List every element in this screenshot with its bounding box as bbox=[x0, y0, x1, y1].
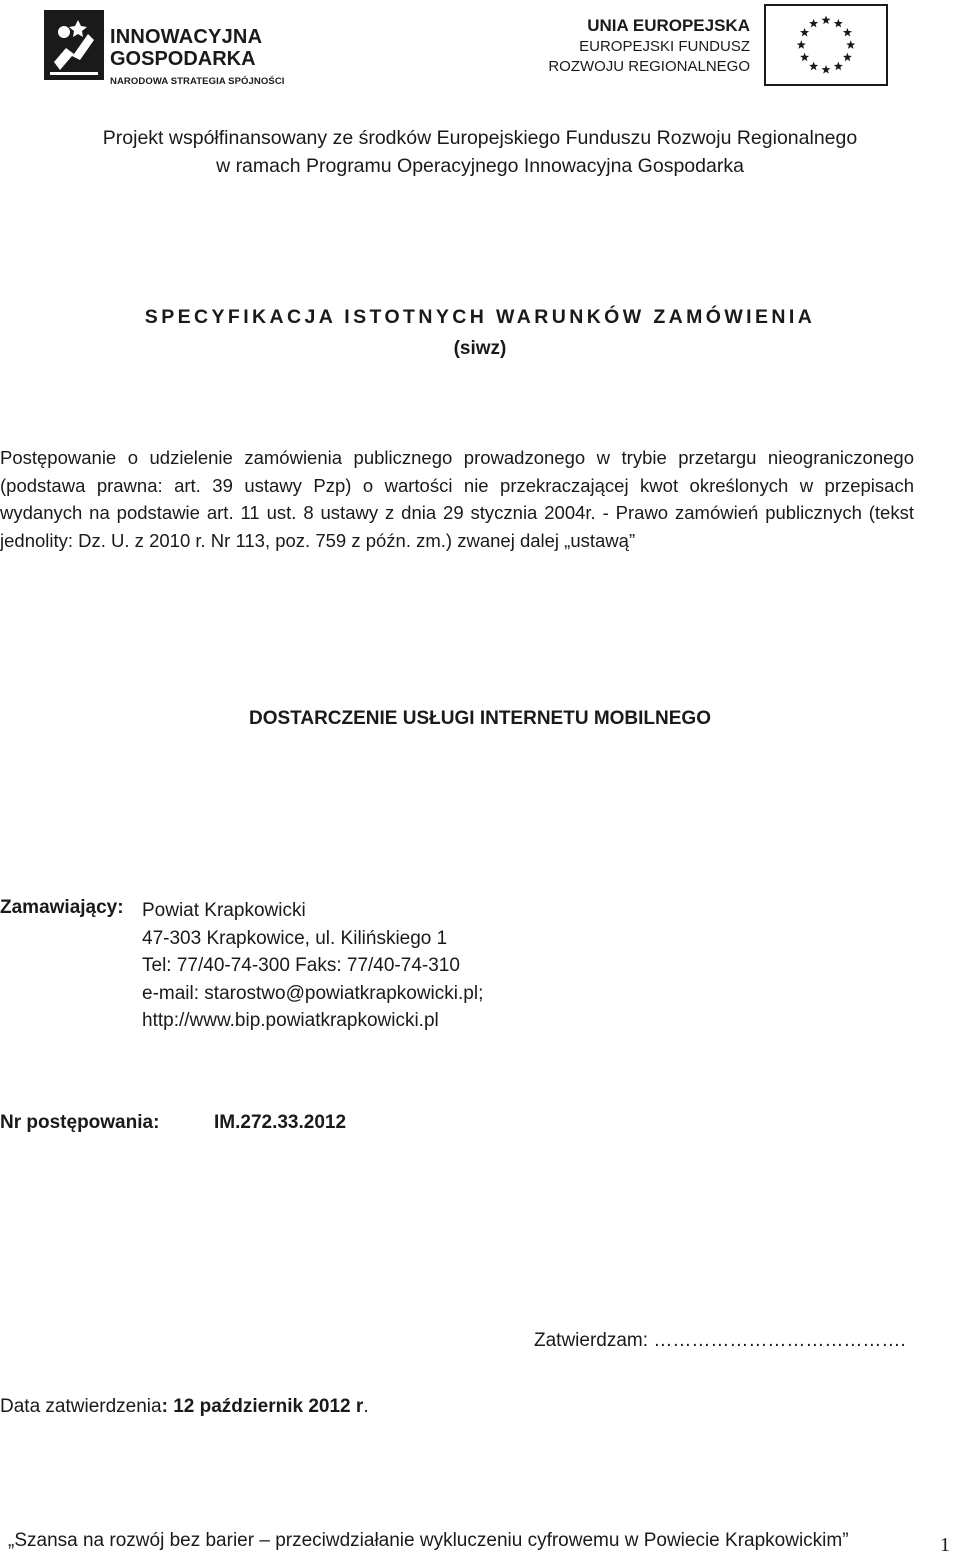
case-number-value: IM.272.33.2012 bbox=[214, 1112, 347, 1133]
eu-star-icon bbox=[809, 62, 818, 71]
eu-star-icon bbox=[843, 53, 852, 62]
authority-name: Powiat Krapkowicki bbox=[142, 900, 306, 921]
document-title: SPECYFIKACJA ISTOTNYCH WARUNKÓW ZAMÓWIENIA bbox=[144, 306, 816, 328]
document-subtitle: (siwz) bbox=[453, 338, 507, 359]
eu-star-icon bbox=[821, 16, 830, 25]
co-financing-line-1: Projekt współfinansowany ze środków Europejskiego Funduszu Rozwoju Regionalnego bbox=[102, 127, 858, 149]
authority-address: 47-303 Krapkowice, ul. Kilińskiego 1 bbox=[142, 927, 448, 949]
eu-flag-icon bbox=[764, 4, 888, 86]
project-footer: „Szansa na rozwój bez barier – przeciwdziałanie wykluczeniu cyfrowemu w Powiecie Krapkowickim” bbox=[8, 1530, 849, 1551]
co-financing-line-2: w ramach Programu Operacyjnego Innowacyjna Gospodarka bbox=[216, 155, 744, 177]
case-number-label: Nr postępowania: bbox=[0, 1112, 160, 1133]
eu-star-icon bbox=[834, 62, 843, 71]
innowacyjna-gospodarka-logo bbox=[44, 10, 304, 87]
logo-line-1: INNOWACYJNA bbox=[110, 26, 263, 48]
eu-star-icon bbox=[800, 28, 809, 37]
approval-line bbox=[534, 1330, 906, 1352]
contract-subject: DOSTARCZENIE USŁUGI INTERNETU MOBILNEGO bbox=[249, 708, 711, 729]
eu-logo bbox=[548, 4, 888, 88]
contracting-authority-details bbox=[142, 897, 483, 1035]
approval-signature-dots: …………………………………. bbox=[653, 1330, 906, 1351]
eu-star-icon bbox=[797, 40, 806, 49]
authority-email: e-mail: starostwo@powiatkrapkowicki.pl; bbox=[142, 982, 484, 1004]
page-number: 1 bbox=[940, 1534, 950, 1556]
authority-website: http://www.bip.powiatkrapkowicki.pl bbox=[142, 1010, 439, 1031]
eu-logo-line-3: ROZWOJU REGIONALNEGO bbox=[548, 58, 750, 75]
logo-line-2: GOSPODARKA bbox=[110, 48, 256, 70]
eu-logo-line-2: EUROPEJSKI FUNDUSZ bbox=[579, 38, 750, 55]
contracting-authority-label: Zamawiający: bbox=[0, 897, 124, 918]
eu-star-icon bbox=[809, 19, 818, 28]
eu-star-icon bbox=[821, 65, 830, 74]
approval-date-label: Data zatwierdzenia bbox=[0, 1396, 162, 1417]
eu-star-icon bbox=[800, 53, 809, 62]
co-financing-note bbox=[0, 124, 960, 180]
approval-date-line bbox=[0, 1396, 369, 1418]
approval-date-tail: . bbox=[363, 1396, 369, 1417]
eu-star-icon bbox=[846, 40, 855, 49]
innowacyjna-gospodarka-emblem-icon bbox=[44, 10, 104, 80]
logo-line-3: NARODOWA STRATEGIA SPÓJNOŚCI bbox=[110, 76, 285, 87]
approval-label: Zatwierdzam: bbox=[534, 1330, 649, 1351]
procedure-paragraph: Postępowanie o udzielenie zamówienia publicznego prowadzonego w trybie przetargu nieograniczonego (podstawa prawna: art. 39 ustawy Pzp) o wartości nie przekraczającej kwot określonych w przepisach wydanych na podstawie art. 11 ust. 8 ustawy z dnia 29 stycznia 2004r. - Prawo zamówień publicznych (tekst jednolity: Dz. U. z 2010 r. Nr 113, poz. 759 z późn. zm.) zwanej dalej „ustawą” bbox=[0, 447, 914, 551]
approval-date-value: : 12 październik 2012 r bbox=[161, 1396, 364, 1417]
eu-star-icon bbox=[834, 19, 843, 28]
eu-logo-line-1: UNIA EUROPEJSKA bbox=[587, 16, 750, 35]
authority-phone: Tel: 77/40-74-300 Faks: 77/40-74-310 bbox=[142, 955, 460, 976]
eu-star-icon bbox=[843, 28, 852, 37]
